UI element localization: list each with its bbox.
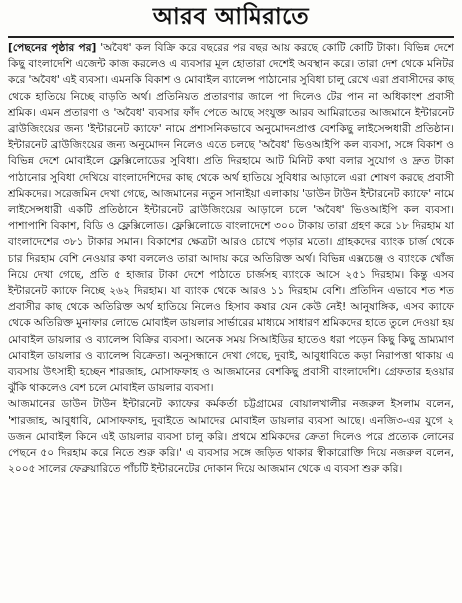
paragraph-1-text: 'অবৈধ' কল বিক্রি করে বছরের পর বছর আয় করছে কোটি কোটি টাকা। বিভিন্ন দেশে কিছু বাংলাদেশি এজেন্ট কাজ করলেও এ ব্যবসার মূল হোতারা দেশেই অবস্থান করে। তারা দেশ থেকে মনিটর করে 'অবৈধ' এই ব্যবসা। এমনকি বিকাশ ও মোবাইল ব্যালেন্স পাঠানোর সুবিধা চালু রেখে এরা প্রবাসীদের কাছ থেকে হাতিয়ে নিচ্ছে বাড়তি অর্থ। প্রতিনিয়ত প্রতারণার জালে পা দিলেও টের পান না অধিকাংশ প্রবাসী শ্রমিক। এমন প্রতারণা ও 'অবৈধ' ব্যবসার ফাঁদ পেতে আছে সংযুক্ত আরব আমিরাতের আজমানে ইন্টারনেট ব্রাউজিংয়ের জন্য 'ইন্টারনেট ক্যাফে' নামে প্রশাসনিকভাবে অনুমোদনপ্রাপ্ত বেশকিছু লাইসেন্সধারী প্রতিষ্ঠান। ইন্টারনেট ব্রাউজিংয়ের জন্য অনুমোদন নিলেও এতে চলছে 'অবৈধ' ভিওআইপি কল ব্যবসা, সঙ্গে বিকাশ ও বিভিন্ন দেশে মোবাইলে ফ্লেক্সিলোডের সুবিধা। প্রতি দিরহামে আট মিনিট কথা বলার সুযোগ ও দ্রুত টাকা পাঠানোর সুবিধা দেখিয়ে বাংলাদেশিদের কাছ থেকে অর্থ হাতিয়ে সুবিধার আড়ালে এরা শোষণ করছে প্রবাসী শ্রমিকদের। সরেজমিন দেখা গেছে, আজমানের নতুন সানাইয়া এলাকায় 'ডাউন টাউন ইন্টারনেট ক্যাফে' নামে লাইসেন্সধারী একটি প্রতিষ্ঠানে ইন্টারনেট ব্রাউজিংয়ের আড়ালে চলে 'অবৈধ' ভিওআইপি কল ব্যবসা। পাশাপাশি বিকাশ, বিডি ও ফ্লেক্সিলোড। ফ্লেক্সিলোডে বাংলাদেশে ৩০০ টাকায় তারা গ্রহণ করে ১৮ দিরহাম যা বাংলাদেশের ৩৮১ টাকার সমান। বিকাশের ক্ষেত্রটা আরও চোখে পড়ার মতো। গ্রাহকদের ব্যাংক চার্জ থেকে চার দিরহাম বেশি নেওয়ার কথা বললেও তারা আদায় করে অতিরিক্ত অর্থ। বিভিন্ন এক্সচেঞ্জ ও ব্যাংকে খোঁজ নিয়ে দেখা গেছে, প্রতি ৫ হাজার টাকা দেশে পাঠাতে চার্জসহ ব্যাংকে আসে ২৫১ দিরহাম। কিন্তু এসব ইন্টারনেট ক্যাফে নিচ্ছে ২৬২ দিরহাম। যা ব্যাংক থেকে আরও ১১ দিরহাম বেশি। প্রতিদিন এভাবে শত শত প্রবাসীর কাছ থেকে অতিরিক্ত অর্থ হাতিয়ে নিলেও হিসাব কষার যেন কেউ নেই! আনুষাঙ্গিক, এসব ক্যাফে থেকে অতিরিক্ত মুনাফার লোভে মোবাইল ডায়লার সার্ভারের মাধ্যমে সাধারণ শ্রমিকদের হাতে তুলে দেওয়া হয় মোবাইল ডায়লার ও ব্যালেন্স বিক্রির ব্যবসা। অনেক সময় সিআইডির হাতেও ধরা পড়েন কিছু কিছু ভ্রাম্যমাণ মোবাইল ডায়লার ও ব্যালেন্স বিক্রেতা। অনুসন্ধানে দেখা গেছে, দুবাই, আবুধাবিতে কড়া নিরাপত্তা থাকায় এ ব্যবসায় উৎসাহী হচ্ছেন শারজাহ, মোসাফফাহ ও আজমানের বেশকিছু প্রবাসী বাংলাদেশি। গ্রেফতার হওয়ার ঝুঁকি থাকলেও বেশ চলে মোবাইল ডায়লার ব্যবসা। bbox=[8, 42, 454, 395]
article-headline: আরব আমিরাতে bbox=[152, 4, 310, 30]
article-paragraph-2: আজমানের ডাউন টাউন ইন্টারনেট ক্যাফের কর্মকর্তা চট্টগ্রামের বোয়ালখালীর নজরুল ইসলাম বলেন, 'শারজাহ, আবুধাবি, মোসাফফাহ, দুবাইতে আমাদের মোবাইল ডায়লার ব্যবসা আছে। এনজি৩-এর যুগে ২ ডজন মোবাইল কিনে এই ডায়লার ব্যবসা চালু করি। প্রথমে শ্রমিকদের ক্রেতা দিলেও পরে প্রত্যেক লোনের পেছনে ৫০ দিরহাম করে নিতে শুরু করি।' এ ব্যবসার সঙ্গে জড়িত থাকার স্বীকারোক্তি দিয়ে নজরুল বলেন, ২০০৫ সালের ফেব্রুয়ারিতে পাঁচটি ইন্টারনেটের দোকান দিয়ে আজমান থেকে এ ব্যবসা শুরু করি। bbox=[8, 398, 454, 476]
headline-divider bbox=[8, 36, 454, 38]
continuation-tag: [পেছনের পৃষ্ঠার পর] bbox=[8, 42, 97, 54]
article-paragraph-1 bbox=[8, 40, 454, 396]
